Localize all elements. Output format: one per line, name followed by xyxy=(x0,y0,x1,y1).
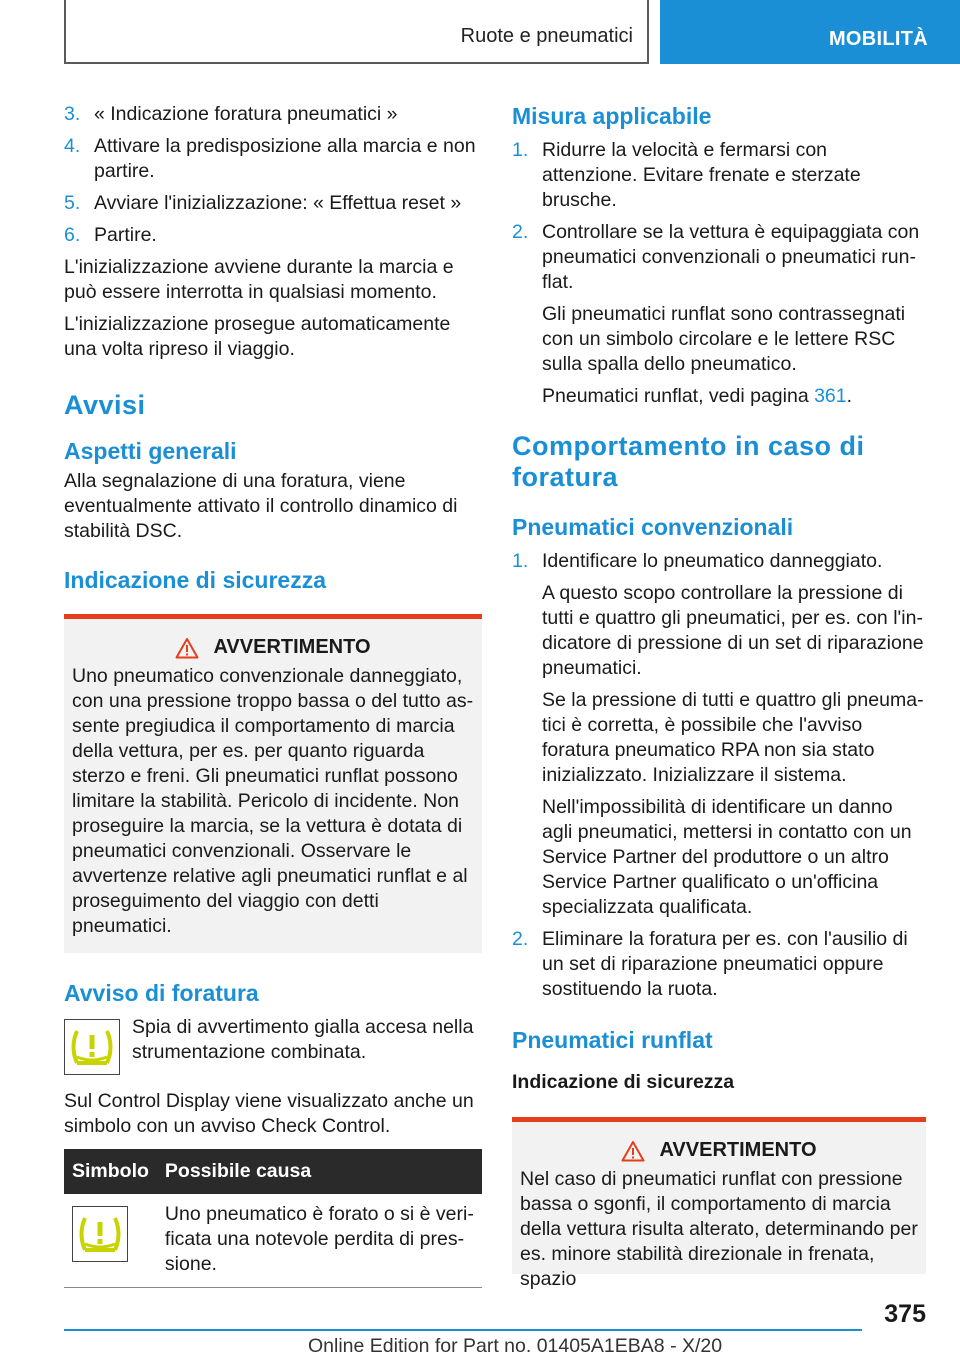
page-reference-link[interactable]: 361 xyxy=(814,385,847,407)
heading-aspetti-generali: Aspetti generali xyxy=(64,438,237,464)
warning-box xyxy=(64,614,482,953)
warning-box xyxy=(512,1117,926,1290)
step-number: 5. xyxy=(64,192,81,214)
warning-text: Uno pneumatico convenzionale danneggiato, con una pressione troppo bassa o del tutto assente pregiudica il comportamento di marcia della vettura, per es. per quanto riguarda sterzo e freni. Gli pneumatici runflat possono limitare la stabilità. Pericolo di incidente. Non proseguire la marcia, se la vettura è dotata di pneumatici convenzionali. Osservare le avvertenze relative agli pneumatici runflat e al proseguimento del viaggio con detti pneumatici. xyxy=(72,665,474,937)
step-number: 1. xyxy=(512,139,529,161)
paragraph-init-continues: L'inizializzazione prosegue automaticamente una volta ripreso il viaggio. xyxy=(64,313,451,360)
page-reference-end: . xyxy=(846,385,853,407)
table-header-possibile-causa: Possibile causa xyxy=(157,1149,482,1194)
step-text: Eliminare la foratura per es. con l'ausilio di un set di riparazione pneumatici oppure sostituendo la ruota. xyxy=(542,928,908,1000)
heading-indicazione-sicurezza-runflat: Indicazione di sicurezza xyxy=(512,1071,735,1093)
heading-indicazione-sicurezza: Indicazione di sicurezza xyxy=(64,567,327,593)
footer-divider xyxy=(64,1329,862,1331)
heading-pneumatici-convenzionali: Pneumatici convenzionali xyxy=(512,514,794,540)
paragraph-init-during-drive: L'inizializzazione avviene durante la marcia e può essere interrotta in qualsiasi momento. xyxy=(64,256,454,303)
step-item xyxy=(512,927,926,1002)
heading-pneumatici-runflat: Pneumatici runflat xyxy=(512,1027,713,1053)
step-item xyxy=(64,191,482,216)
table-header-row xyxy=(64,1149,482,1194)
step-text: Identificare lo pneumatico danneggiato. xyxy=(542,550,883,572)
step-text: Ridurre la velocità e fermarsi con attenzione. Evitare frenate e sterzate brusche. xyxy=(542,139,861,211)
footer-edition: Online Edition for Part no. 01405A1EBA8 - X/20 xyxy=(308,1335,723,1357)
step-number: 3. xyxy=(64,103,81,125)
step-text: « Indicazione foratura pneumatici » xyxy=(94,103,398,125)
warning-triangle-icon xyxy=(175,637,199,659)
heading-comportamento-foratura: Comportamento in caso di foratura xyxy=(512,431,865,492)
table-header-simbolo: Simbolo xyxy=(64,1149,157,1194)
step-number: 2. xyxy=(512,221,529,243)
heading-avviso-foratura: Avviso di foratura xyxy=(64,980,259,1006)
header-section-title: Ruote e pneumatici xyxy=(460,25,633,47)
step-item xyxy=(512,138,926,213)
header-chapter-tab xyxy=(660,0,960,64)
left-column xyxy=(64,102,482,1288)
paragraph-check-control: Sul Control Display viene visualizzato anche un simbolo con un avviso Check Control. xyxy=(64,1090,474,1137)
step-number: 6. xyxy=(64,224,81,246)
step-text: Attivare la predisposizione alla marcia e non partire. xyxy=(94,135,476,182)
step-item xyxy=(64,134,482,184)
heading-avvisi: Avvisi xyxy=(64,390,146,420)
warning-title: AVVERTIMENTO xyxy=(213,636,371,658)
tire-pressure-warning-lamp xyxy=(72,1206,128,1262)
step-subparagraph: Gli pneumatici runflat sono contrassegnati con un simbolo circolare e le lettere RSC sulla spalla dello pneumatico. xyxy=(542,303,906,375)
header-section-box xyxy=(64,0,649,64)
lamp-description: Spia di avvertimento gialla accesa nella strumentazione combinata. xyxy=(132,1016,474,1063)
tire-pressure-warning-icon xyxy=(67,1025,117,1069)
step-item xyxy=(64,223,482,248)
page-reference-text: Pneumatici runflat, vedi pagina xyxy=(542,385,815,407)
warning-triangle-icon xyxy=(621,1140,645,1162)
right-column xyxy=(512,102,926,1290)
page-number: 375 xyxy=(884,1300,926,1328)
lamp-row xyxy=(64,1016,482,1075)
symbol-table xyxy=(64,1149,482,1288)
table-row xyxy=(64,1194,482,1288)
step-text: Avviare l'inizializzazione: « Effettua reset » xyxy=(94,192,462,214)
step-subparagraph: Se la pressione di tutti e quattro gli pneumatici è corretta, è possibile che l'avviso foratura pneumatico RPA non sia stato inizializzato. Inizializzare il sistema. xyxy=(542,689,924,786)
step-text: Controllare se la vettura è equipaggiata con pneumatici convenzionali o pneumatici runflat. xyxy=(542,221,920,293)
heading-misura-applicabile: Misura applicabile xyxy=(512,103,712,129)
step-item xyxy=(512,549,926,574)
tire-pressure-warning-lamp xyxy=(64,1019,120,1075)
header-chapter-title: MOBILITÀ xyxy=(828,28,928,50)
step-number: 1. xyxy=(512,550,529,572)
step-item xyxy=(512,220,926,295)
warning-title: AVVERTIMENTO xyxy=(659,1139,817,1161)
warning-title-row xyxy=(72,635,474,660)
step-subparagraph: Nell'impossibilità di identificare un danno agli pneumatici, mettersi in contatto con un Service Partner del produttore o un altro Service Partner qualificato o un'officina specializzata qualificata. xyxy=(542,796,912,918)
step-number: 2. xyxy=(512,928,529,950)
step-item xyxy=(64,102,482,127)
paragraph-aspetti: Alla segnalazione di una foratura, viene eventualmente attivato il controllo dinamico di stabilità DSC. xyxy=(64,470,458,542)
step-text: Partire. xyxy=(94,224,157,246)
step-subparagraph: A questo scopo controllare la pressione di tutti e quattro gli pneumatici, per es. con l'indicatore di pressione di un set di riparazione pneumatici. xyxy=(542,582,924,679)
tire-pressure-warning-icon xyxy=(75,1212,125,1256)
warning-title-row xyxy=(520,1138,918,1163)
page-reference xyxy=(542,384,926,409)
step-number: 4. xyxy=(64,135,81,157)
table-cell-cause: Uno pneumatico è forato o si è verificata una notevole perdita di pressione. xyxy=(164,1203,474,1275)
warning-text: Nel caso di pneumatici runflat con pressione bassa o sgonfi, il comportamento di marcia della vettura risulta alterato, determinando per es. minore stabilità direzionale in frenata, spazio xyxy=(520,1168,918,1290)
table-cell-symbol xyxy=(64,1194,157,1288)
